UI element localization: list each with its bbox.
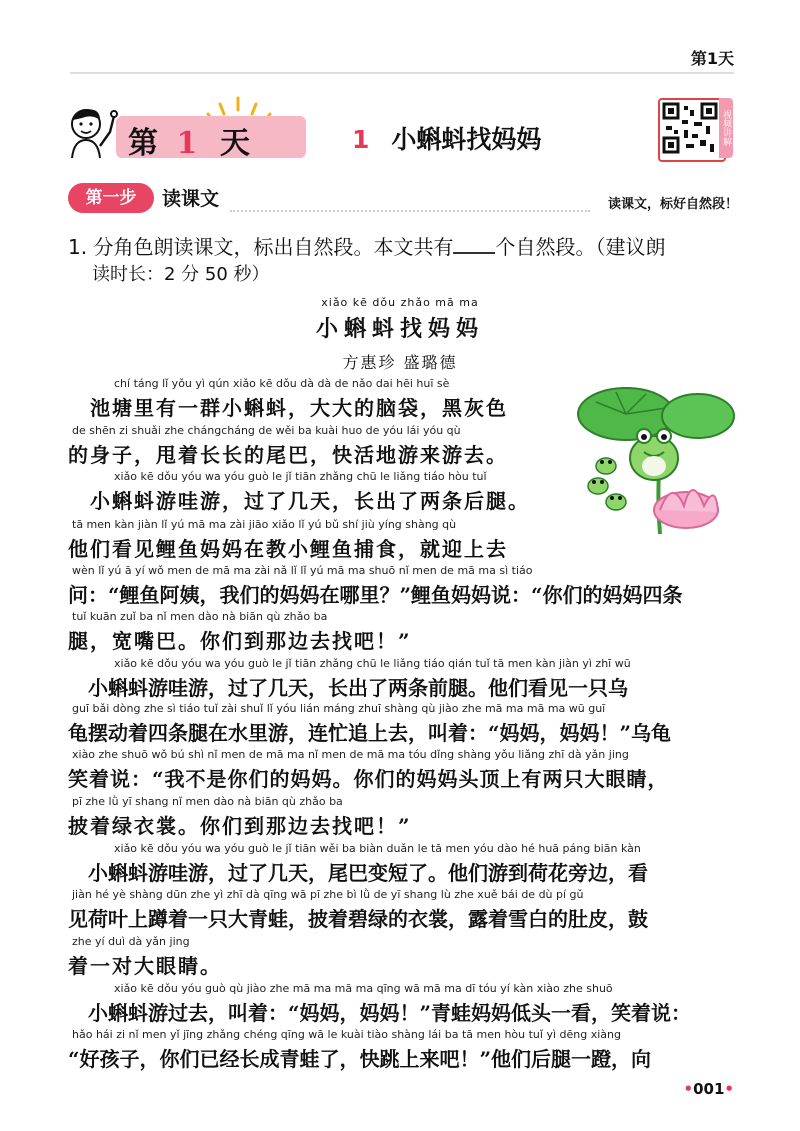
text-line: 小蝌蚪游过去，叫着：“妈妈，妈妈！”青蛙妈妈低头一看，笑着说： [68, 1001, 692, 1025]
lesson-title [352, 120, 541, 156]
step-badge: 第一步 [68, 183, 154, 213]
story-author: 方惠珍 盛璐德 [342, 353, 458, 372]
pinyin-line: xiào zhe shuō wǒ bú shì nǐ men de mā ma nǐ men de mā ma tóu dǐng shàng yǒu liǎng zhī dà yǎn jing [72, 748, 629, 761]
text-line: 笑着说：“我不是你们的妈妈。你们的妈妈头顶上有两只大眼睛， [68, 767, 669, 791]
qr-side-label: 视频讲解 [719, 98, 733, 158]
story-title-pinyin: xiǎo kē dǒu zhǎo mā ma [321, 296, 479, 309]
story-title: 小蝌蚪找妈妈 [315, 316, 484, 342]
lesson-number: 1 [352, 125, 370, 154]
text-line: 着一对大眼睛。 [68, 954, 222, 978]
day-title [116, 116, 304, 161]
pinyin-line: pī zhe lǜ yī shang nǐ men dào nà biān qù zhǎo ba [72, 795, 343, 808]
pinyin-line: de shēn zi shuǎi zhe chángcháng de wěi ba kuài huo de yóu lái yóu qù [72, 424, 461, 437]
text-line: 他们看见鲤鱼妈妈在教小鲤鱼捕食，就迎上去 [68, 537, 508, 561]
text-line: 披着绿衣裳。你们到那边去找吧！” [68, 814, 412, 838]
step-tip: 读课文，标好自然段！ [607, 197, 738, 212]
pinyin-line: xiǎo kē dǒu yóu wa yóu guò le jǐ tiān zhǎng chū le liǎng tiáo hòu tuǐ [114, 470, 487, 483]
pinyin-line: chí táng lǐ yǒu yì qún xiǎo kē dǒu dà dà de nǎo dai hēi huī sè [114, 377, 450, 390]
pinyin-line: jiàn hé yè shàng dūn zhe yì zhī dà qīng wā pī zhe bì lǜ de yī shang lù zhe xuě bái de dù pí gǔ [72, 888, 584, 901]
pinyin-line: xiǎo kē dǒu yóu guò qù jiào zhe mā ma mā ma qīng wā mā ma dī tóu yí kàn xiào zhe shuō [114, 982, 613, 995]
pinyin-line: wèn lǐ yú ā yí wǒ men de mā ma zài nǎ lǐ lǐ yú mā ma shuō nǐ men de mā ma sì tiáo [72, 564, 533, 577]
question-text-b: 个自然段。（建议朗 [495, 235, 666, 259]
text-line: 问：“鲤鱼阿姨，我们的妈妈在哪里？”鲤鱼妈妈说：“你们的妈妈四条 [68, 583, 683, 607]
qr-pattern-icon [660, 100, 720, 156]
text-line: 龟摆动着四条腿在水里游，连忙追上去，叫着：“妈妈，妈妈！”乌龟 [68, 721, 672, 745]
pinyin-line: guī bǎi dòng zhe sì tiáo tuǐ zài shuǐ lǐ yóu lián máng zhuī shàng qù jiào zhe mā ma mā ma wū guī [72, 702, 606, 715]
day-suffix: 天 [220, 126, 250, 161]
question-text-a: 1. 分角色朗读课文，标出自然段。本文共有 [68, 235, 454, 259]
answer-blank[interactable] [453, 232, 495, 254]
pointing-kid-icon [64, 102, 122, 160]
question-text-line2: 读时长：2 分 50 秒） [92, 264, 270, 285]
lesson-name: 小蝌蚪找妈妈 [391, 125, 542, 154]
step-divider [230, 210, 590, 214]
question-1 [68, 232, 738, 285]
day-badge [64, 98, 254, 164]
text-line: 小蝌蚪游哇游，过了几天，长出了两条后腿。 [68, 489, 530, 513]
day-number: 1 [176, 126, 202, 161]
page-number: •001• [683, 1080, 734, 1098]
pinyin-line: hǎo hái zi nǐ men yǐ jīng zhǎng chéng qīng wā le kuài tiào shàng lái ba tā men hòu tuǐ yì dēng xiàng [72, 1028, 621, 1041]
text-line: 小蝌蚪游哇游，过了几天，尾巴变短了。他们游到荷花旁边，看 [68, 861, 648, 885]
text-line: 池塘里有一群小蝌蚪，大大的脑袋，黑灰色 [68, 396, 508, 420]
frog-lotus-illustration [576, 374, 736, 540]
text-line: 腿，宽嘴巴。你们到那边去找吧！” [68, 629, 412, 653]
qr-code[interactable] [658, 98, 726, 162]
text-line: 的身子，甩着长长的尾巴，快活地游来游去。 [68, 443, 508, 467]
pinyin-line: tā men kàn jiàn lǐ yú mā ma zài jiāo xiǎo lǐ yú bǔ shí jiù yíng shàng qù [72, 518, 457, 531]
text-line: “好孩子，你们已经长成青蛙了，快跳上来吧！”他们后腿一蹬，向 [68, 1047, 652, 1071]
pinyin-line: tuǐ kuān zuǐ ba nǐ men dào nà biān qù zhǎo ba [72, 610, 328, 623]
text-line: 小蝌蚪游哇游，过了几天，长出了两条前腿。他们看见一只乌 [68, 676, 628, 700]
header-divider [70, 72, 734, 74]
page-day-label: 第1天 [690, 49, 734, 68]
pinyin-line: zhe yí duì dà yǎn jing [72, 935, 190, 948]
text-line: 见荷叶上蹲着一只大青蛙，披着碧绿的衣裳，露着雪白的肚皮，鼓 [68, 907, 648, 931]
pinyin-line: xiǎo kē dǒu yóu wa yóu guò le jǐ tiān zhǎng chū le liǎng tiáo qián tuǐ tā men kàn jiàn yì zhī wū [114, 657, 631, 670]
pinyin-line: xiǎo kē dǒu yóu wa yóu guò le jǐ tiān wěi ba biàn duǎn le tā men yóu dào hé huā páng biān kàn [114, 842, 641, 855]
day-prefix: 第 1 [128, 126, 202, 161]
step-title: 读课文 [162, 188, 220, 210]
